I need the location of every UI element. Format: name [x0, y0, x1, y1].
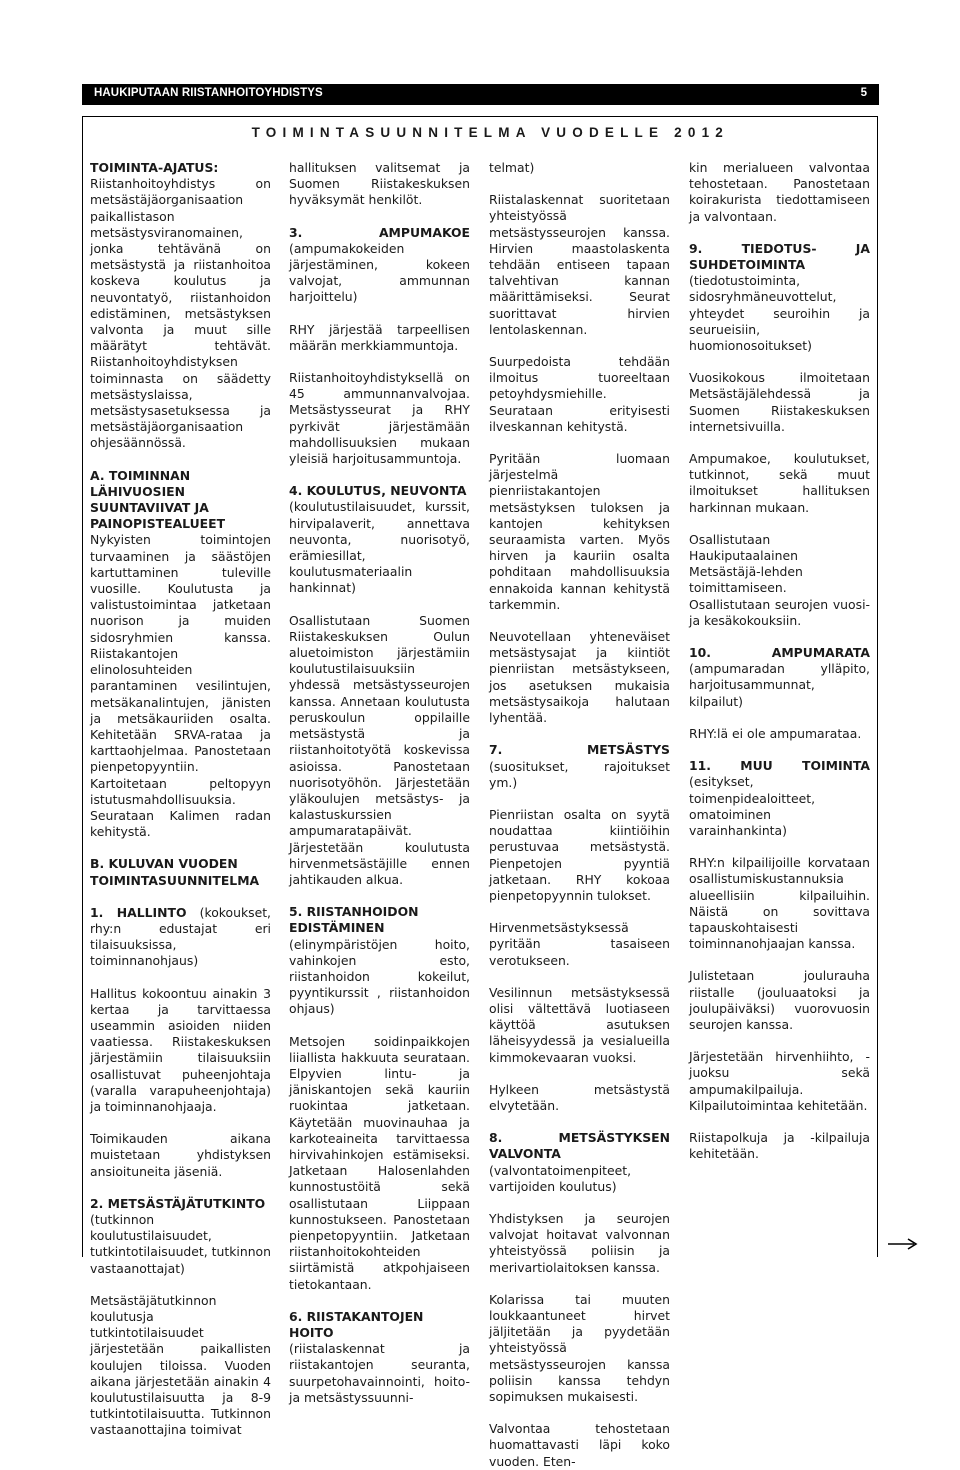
paragraph: Julistetaan joulurauha riistalle (jouluaatoksi ja joulupäiväksi) vuorovuosin seurojen kanssa.	[689, 968, 870, 1032]
section-8-subtitle: (valvontatoimenpiteet, vartijoiden koulutus)	[489, 1162, 632, 1194]
paragraph: Nykyisten toimintojen turvaaminen ja säästöjen kartuttaminen tuleville vuosille. Koulutusta ja valistustoimintaa jatketaan nuorison ja muiden sidosryhmien kanssa. Riistakantojen elinolosuhteiden parantaminen vesilintujen, metsäkanalintujen, jänisten ja metsäkauriiden osalta. Kehitetään SRVA-rataa ja karttaohjelmaa. Panostetaan pienpetopyyntiin. Kartoitetaan peltopyyn istutusmahdollisuuksia. Seurataan Kalimen radan kehitystä.	[90, 532, 271, 840]
section-8-intro	[489, 1130, 670, 1195]
section-heading-9: 9. TIEDOTUS- JA SUHDETOIMINTA	[689, 240, 870, 273]
paragraph: Pienriistan osalta on syytä noudattaa kiintiöihin perustuvaa metsästystä. Pienpetojen pyyntiä jatketaan. RHY kokoaa pienpetopyynnin tulokset.	[489, 806, 670, 903]
paragraph: hallituksen valitsemat ja Suomen Riistakeskuksen hyväksymät henkilöt.	[289, 160, 470, 208]
section-6-subtitle: (riistalaskennat ja riistakantojen seuranta, suurpetohavainnointi, hoito- ja metsästyssuunni-	[289, 1341, 470, 1405]
paragraph: Toimikauden aikana muistetaan yhdistyksen ansioituneita jäseniä.	[90, 1131, 271, 1179]
section-7-subtitle: (suositukset, rajoitukset ym.)	[489, 758, 670, 790]
paragraph: Riistanhoitoyhdistyksellä on 45 ammunnanvalvojaa. Metsästysseurat ja RHY pyrkivät järjestämään mahdollisuuksien mukaan yleisiä harjoitusammuntoja.	[289, 370, 470, 467]
section-3-subtitle: (ampumakokeiden järjestäminen, kokeen valvojat, ammunnan harjoittelu)	[289, 240, 470, 305]
section-heading-4: 4. KOULUTUS, NEUVONTA	[289, 483, 467, 499]
paragraph: Metsästäjätutkinnon koulutusja tutkintotilaisuudet järjestetään paikallisten koulujen tiloissa. Vuoden aikana järjestetään ainakin 4 koulutustilaisuutta ja 8-9 tutkintotilaisuutta. Tutkinnon vastaanottajina toimivat	[90, 1292, 271, 1438]
paragraph: Riistanhoitoyhdistys on metsästäjäorganisaation paikallistason metsästysviranomainen, jonka tehtävänä on metsästystä ja riistanhoitoa koskeva koulutus ja neuvontatyö, riistanhoidon edistäminen, metsästyksen valvonta ja muut sille määrätyt tehtävät. Riistanhoitoyhdistyksen toiminnasta on säädetty metsästyslaissa, metsästysasetuksessa ja metsästäjäorganisaation ohjesäännössä.	[90, 176, 271, 451]
section-heading-8: 8. METSÄSTYKSEN VALVONTA	[489, 1130, 670, 1162]
column-3	[489, 160, 670, 1470]
section-heading-b: B. KULUVAN VUODEN TOIMINTASUUNNITELMA	[90, 856, 260, 888]
paragraph: RHY järjestää tarpeellisen määrän merkkiammuntoja.	[289, 321, 470, 353]
frame-left-border	[82, 147, 83, 1257]
section-4-subtitle: (koulutustilaisuudet, kurssit, hirvipalaverit, annettava neuvonta, nuorisotyö, erämiesillat, koulutusmateriaalin hankinnat)	[289, 499, 470, 596]
column-4	[689, 160, 870, 1162]
column-2	[289, 160, 470, 1406]
paragraph: Vuosikokous ilmoitetaan Metsästäjälehdessä ja Suomen Riistakeskuksen internetsivuilla.	[689, 370, 870, 434]
paragraph: Kolarissa tai muuten loukkaantuneet hirvet jäljitetään ja pyydetään yhteistyössä metsästysseurojen kanssa poliisin kanssa tehdyn sopimuksen mukaisesti.	[489, 1291, 670, 1404]
section-10-subtitle: (ampumaradan ylläpito, harjoitusammunnat, kilpailut)	[689, 661, 870, 709]
paragraph: Valvontaa tehostetaan huomattavasti läpi koko vuoden. Eten-	[489, 1421, 670, 1469]
section-11-intro	[689, 758, 870, 839]
section-9-subtitle: (tiedotustoiminta, sidosryhmäneuvottelut, yhteydet seuroihin ja seurueisiin, huomionosoitukset)	[689, 273, 870, 354]
section-heading-6: 6. RIISTAKANTOJEN HOITO	[289, 1308, 424, 1340]
paragraph: Neuvotellaan yhteneväiset metsästysajat ja kiintiöt pienriistan metsästykseen, jos asetuksen mukaisia metsästysaikoja halutaan lyhentää.	[489, 629, 670, 726]
document-title: TOIMINTASUUNNITELMA VUODELLE 2012	[251, 125, 729, 140]
paragraph: Yhdistyksen ja seurojen valvojat hoitavat valvonnan yhteistyössä poliisin ja merivartiolaitoksen kanssa.	[489, 1210, 670, 1275]
section-heading-1: 1. HALLINTO	[90, 904, 187, 920]
publisher-name: HAUKIPUTAAN RIISTANHOITOYHDISTYS	[94, 87, 323, 99]
section-5-subtitle: (elinympäristöjen hoito, vahinkojen esto, riistanhoidon kokeilut, pyyntikurssit , riistanhoidon ohjaus)	[289, 936, 470, 1017]
paragraph: Riistapolkuja ja -kilpailuja kehitetään.	[689, 1129, 870, 1162]
header-bar	[82, 84, 879, 105]
paragraph: Suurpedoista tehdään ilmoitus tuoreeltaan petoyhdysmiehille. Seurataan erityisesti ilveskannan kehitystä.	[489, 354, 670, 434]
section-heading-2: 2. METSÄSTÄJÄTUTKINTO	[90, 1195, 266, 1211]
section-heading-5: 5. RIISTANHOIDON EDISTÄMINEN	[289, 904, 419, 936]
section-heading-10: 10. AMPUMARATA	[689, 645, 870, 661]
section-1-intro	[90, 905, 271, 970]
section-heading-toiminta-ajatus: TOIMINTA-AJATUS:	[90, 160, 219, 175]
frame-right-border	[877, 147, 878, 1257]
section-7-intro	[489, 742, 670, 791]
section-9-intro	[689, 241, 870, 354]
paragraph: Pyritään luomaan järjestelmä pienriistakantojen metsästyksen tuloksen ja kantojen kehityksen seuraamista varten. Myös hirven ja kauriin osalta pohditaan mahdollisuuksia ennakoida kannan kehitystä tarkemmin.	[489, 451, 670, 612]
section-11-subtitle: (esitykset, toimenpidealoitteet, omatoiminen varainhankinta)	[689, 774, 816, 838]
section-heading-11: 11. MUU TOIMINTA	[689, 758, 870, 774]
paragraph: kin merialueen valvontaa tehostetaan. Panostetaan koirakurista tiedottamiseen ja valvontaan.	[689, 160, 870, 224]
section-heading-3: 3. AMPUMAKOE	[289, 224, 470, 240]
paragraph: Vesilinnun metsästyksessä olisi vältettävä luotiaseen käyttöä asutuksen läheisyydessä ja vesialueilla kimmokevaaran vuoksi.	[489, 984, 670, 1065]
paragraph: Riistalaskennat suoritetaan yhteistyössä metsästysseurojen kanssa. Hirvien maastolaskenta tehdään entiseen tapaan talvehtivan kannan määrittämiseksi. Seurat suorittavat hirvien lentolaskennan.	[489, 192, 670, 337]
continue-arrow-icon	[888, 1238, 918, 1250]
paragraph: Hallitus kokoontuu ainakin 3 kertaa ja tarvittaessa useammin asioiden niiden vaatiessa. Riistakeskuksen järjestämiin tilaisuuksiin osallistuvat puheenjohtaja (varalla varapuheenjohtaja) ja toiminnanohjaaja.	[90, 985, 271, 1114]
paragraph: Metsojen soidinpaikkojen liiallista hakkuuta seurataan. Elpyvien lintu- ja jäniskantojen sekä kauriin ruokintaa jatketaan. Käytetään muovinauhaa ja karkoteaineita tarvittaessa hirvivahinkojen estämiseksi. Jatketaan Halosenlahden kunnostustöitä sekä osallistutaan Liippaan kunnostukseen. Panostetaan pienpetopyyntiin. Jatketaan riistanhoitokohteiden siirtämistä atkpohjaiseen tietokantaan.	[289, 1033, 470, 1292]
page-number: 5	[860, 87, 867, 99]
paragraph: RHY:lä ei ole ampumarataa.	[689, 725, 862, 741]
column-1	[90, 160, 271, 1439]
paragraph: telmat)	[489, 160, 535, 175]
paragraph: Ampumakoe, koulutukset, tutkinnot, sekä muut ilmoitukset hallituksen harkinnan mukaan.	[689, 451, 870, 515]
paragraph: Hylkeen metsästystä elvytetään.	[489, 1081, 670, 1113]
section-3-intro	[289, 225, 470, 306]
paragraph: Järjestetään hirvenhiihto, -juoksu sekä ampumakilpailuja. Kilpailutoimintaa kehitetään.	[689, 1049, 870, 1113]
paragraph: Osallistutaan Haukiputaalainen Metsästäjä-lehden toimittamiseen. Osallistutaan seurojen vuosi- ja kesäkokouksiin.	[689, 531, 870, 628]
paragraph: Hirvenmetsästyksessä pyritään tasaiseen verotukseen.	[489, 920, 670, 968]
paragraph: RHY:n kilpailijoille korvataan osallistumiskustannuksia alueellisiin kilpailuihin. Näistä on sovittava tapauskohtaisesti toiminnanohjaajan kanssa.	[689, 855, 870, 952]
section-heading-7: 7. METSÄSTYS	[489, 742, 670, 758]
section-1-subtitle: (kokoukset, rhy:n edustajat eri tilaisuuksissa, toiminnanohjaus)	[90, 904, 272, 969]
section-10-intro	[689, 645, 870, 710]
section-heading-a: A. TOIMINNAN LÄHIVUOSIEN SUUNTAVIIVAT JA PAINOPISTEALUEET	[90, 467, 226, 532]
title-box	[82, 116, 878, 148]
paragraph: Osallistutaan Suomen Riistakeskuksen Oulun aluetoimiston järjestämiin koulutustilaisuuksiin yhdessä metsästysseurojen kanssa. Annetaan koulutusta peruskoulun oppilaille metsästystä ja riistanhoitotyötä koskevissa asioissa. Panostetaan nuorisotyöhön. Järjestetään yläkoulujen metsästys- ja kalastuskurssien ampumaratapäivät. Järjestetään koulutusta hirvenmetsästäjille ennen jahtikauden alkua.	[289, 612, 470, 887]
section-2-subtitle: (tutkinnon koulutustilaisuudet, tutkintotilaisuudet, tutkinnon vastaanottajat)	[90, 1211, 271, 1276]
